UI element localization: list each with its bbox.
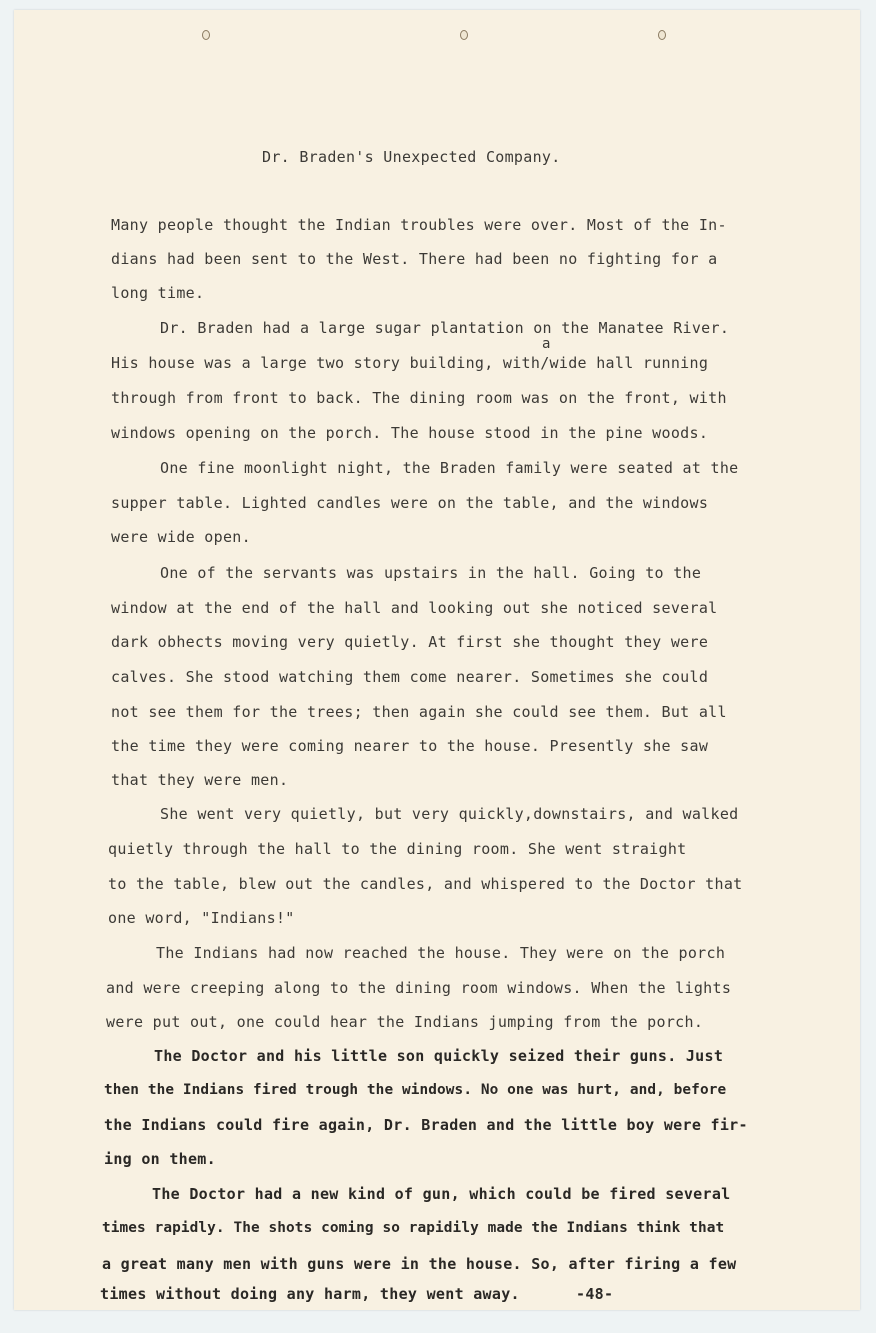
text-line: His house was a large two story building, with/wide hall running <box>111 354 709 372</box>
text-line: then the Indians fired trough the windows. No one was hurt, and, before <box>104 1082 727 1098</box>
text-line: a great many men with guns were in the house. So, after firing a few <box>102 1255 737 1273</box>
text-line: One fine moonlight night, the Braden family were seated at the <box>160 459 739 477</box>
text-line: Many people thought the Indian troubles were over. Most of the In- <box>111 216 727 234</box>
text-line: The Doctor and his little son quickly seized their guns. Just <box>154 1047 724 1065</box>
text-line: The Doctor had a new kind of gun, which could be fired several <box>152 1185 731 1203</box>
punch-hole-mark <box>658 30 666 40</box>
document-page <box>14 10 860 1310</box>
text-line: the time they were coming nearer to the house. Presently she saw <box>111 737 709 755</box>
text-line: were put out, one could hear the Indians jumping from the porch. <box>106 1013 704 1031</box>
text-line: Dr. Braden had a large sugar plantation on the Manatee River. <box>160 319 730 337</box>
punch-hole-mark <box>202 30 210 40</box>
text-line: dians had been sent to the West. There had been no fighting for a <box>111 250 718 268</box>
text-line: the Indians could fire again, Dr. Braden and the little boy were fir- <box>104 1116 748 1134</box>
text-line: quietly through the hall to the dining room. She went straight <box>108 840 687 858</box>
text-line: The Indians had now reached the house. They were on the porch <box>156 944 726 962</box>
text-line: one word, "Indians!" <box>108 909 295 927</box>
page-number: -48- <box>576 1285 614 1303</box>
text-line: times rapidly. The shots coming so rapidily made the Indians think that <box>102 1220 725 1236</box>
text-line: ing on them. <box>104 1150 216 1168</box>
text-line: not see them for the trees; then again she could see them. But all <box>111 703 727 721</box>
text-line: were wide open. <box>111 528 251 546</box>
text-line: through from front to back. The dining room was on the front, with <box>111 389 727 407</box>
text-line: long time. <box>111 284 205 302</box>
handwritten-insertion: a <box>542 336 551 352</box>
page-title: Dr. Braden's Unexpected Company. <box>262 148 561 166</box>
text-line: supper table. Lighted candles were on the table, and the windows <box>111 494 709 512</box>
text-line: to the table, blew out the candles, and whispered to the Doctor that <box>108 875 743 893</box>
text-line: She went very quietly, but very quickly,downstairs, and walked <box>160 805 739 823</box>
text-line: window at the end of the hall and looking out she noticed several <box>111 599 718 617</box>
text-line: and were creeping along to the dining room windows. When the lights <box>106 979 732 997</box>
text-line: that they were men. <box>111 771 289 789</box>
punch-hole-mark <box>460 30 468 40</box>
text-line: windows opening on the porch. The house stood in the pine woods. <box>111 424 709 442</box>
text-line: One of the servants was upstairs in the hall. Going to the <box>160 564 702 582</box>
text-line: dark obhects moving very quietly. At first she thought they were <box>111 633 709 651</box>
text-line: times without doing any harm, they went away. <box>100 1285 520 1303</box>
text-line: calves. She stood watching them come nearer. Sometimes she could <box>111 668 709 686</box>
